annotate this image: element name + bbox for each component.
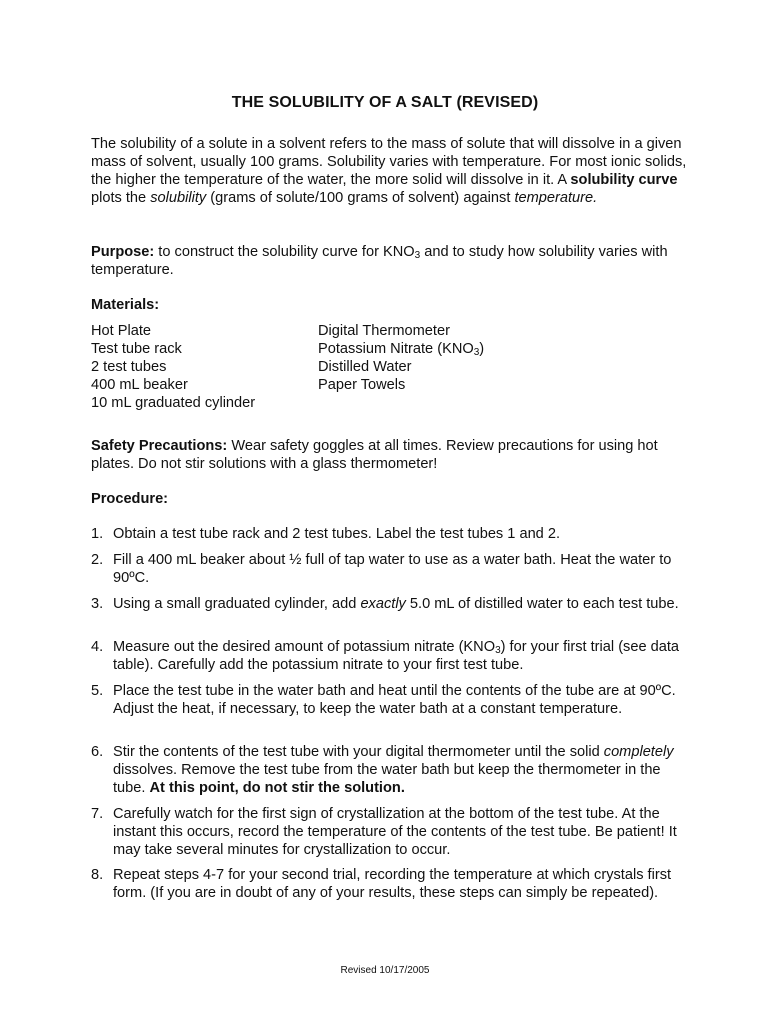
step-text — [113, 595, 685, 613]
step-number: 5. — [91, 683, 104, 699]
material-item: Paper Towels — [318, 377, 406, 393]
material-item: 2 test tubes — [91, 359, 167, 375]
step-number: 8. — [91, 867, 104, 883]
purpose-text-a: to construct the solubility curve for KNO — [154, 244, 415, 260]
procedure-step — [91, 805, 691, 859]
procedure-step — [91, 866, 691, 902]
material-item: Distilled Water — [318, 359, 412, 375]
step-text: Fill a 400 mL beaker about ½ full of tap water to use as a water bath. Heat the water to 90ºC. — [113, 552, 672, 586]
step-text-part: Stir the contents of the test tube with your digital thermometer until the solid — [113, 744, 604, 760]
intro-text-3: (grams of solute/100 grams of solvent) against — [206, 190, 515, 206]
step-text-part: Measure out the desired amount of potassium nitrate (KNO — [113, 639, 496, 655]
procedure-step — [91, 682, 691, 718]
step-text-part: dissolves. Remove the test tube from the water bath but keep the thermometer in the tube. — [113, 762, 661, 796]
material-item: Hot Plate — [91, 323, 152, 339]
page-title: THE SOLUBILITY OF A SALT (REVISED) — [231, 94, 539, 111]
safety-paragraph — [91, 437, 691, 473]
intro-term-solubility-curve: solubility curve — [570, 172, 678, 188]
purpose-label: Purpose: — [91, 244, 155, 260]
step-text — [113, 638, 685, 674]
procedure-step — [91, 551, 691, 587]
material-item — [318, 340, 484, 358]
step-text: Obtain a test tube rack and 2 test tubes. Label the test tubes 1 and 2. — [113, 526, 561, 542]
procedure-step — [91, 595, 691, 613]
step-text: Repeat steps 4-7 for your second trial, recording the temperature at which crystals first form. (If you are in doubt of any of your results, these steps can simply be repeated). — [113, 867, 672, 901]
intro-text-2: plots the — [91, 190, 151, 206]
step-text-part: ) for your first trial (see data table). Carefully add the potassium nitrate to your first test tube. — [113, 639, 680, 673]
step-number: 7. — [91, 806, 104, 822]
procedure-step — [91, 525, 691, 543]
material-item-text: Potassium Nitrate (KNO — [318, 341, 474, 357]
step-text-part: Using a small graduated cylinder, add — [113, 596, 361, 612]
intro-paragraph — [91, 135, 691, 207]
step-text: Place the test tube in the water bath and heat until the contents of the tube are at 90ºC. Adjust the heat, if necessary, to keep the water bath at a constant temperature. — [113, 683, 676, 717]
procedure-step — [91, 743, 691, 797]
materials-heading: Materials: — [91, 297, 160, 313]
step-emphasis: exactly — [360, 596, 406, 612]
procedure-step — [91, 638, 691, 674]
step-number: 6. — [91, 744, 104, 760]
safety-text: Wear safety goggles at all times. Review precautions for using hot plates. Do not stir solutions with a glass thermometer! — [91, 438, 658, 472]
intro-text-1: The solubility of a solute in a solvent refers to the mass of solute that will dissolve in a given mass of solvent, usually 100 grams. Solubility varies with temperature. For most ionic solids, the higher the temperature of the water, the more solid will dissolve in it. A — [91, 136, 687, 188]
material-item: 400 mL beaker — [91, 377, 188, 393]
purpose-subscript: 3 — [414, 250, 421, 261]
materials-left-list — [91, 322, 255, 412]
step-subscript: 3 — [495, 645, 501, 656]
materials-right-list — [318, 322, 484, 394]
material-item: 10 mL graduated cylinder — [91, 395, 256, 411]
step-number: 4. — [91, 639, 104, 655]
step-text-part: 5.0 mL of distilled water to each test tube. — [405, 596, 679, 612]
purpose-paragraph — [91, 243, 691, 279]
material-item: Digital Thermometer — [318, 323, 450, 339]
step-number: 2. — [91, 552, 104, 568]
step-number: 3. — [91, 596, 104, 612]
step-emphasis: completely — [603, 744, 674, 760]
safety-label: Safety Precautions: — [91, 438, 228, 454]
material-item: Test tube rack — [91, 341, 182, 357]
step-text: Carefully watch for the first sign of crystallization at the bottom of the test tube. At the instant this occurs, record the temperature of the contents of the test tube. Be patient! It may take several minutes for crystallization to occur. — [113, 806, 677, 858]
revision-footer: Revised 10/17/2005 — [340, 965, 430, 976]
intro-term-solubility: solubility — [150, 190, 207, 206]
step-number: 1. — [91, 526, 104, 542]
procedure-heading: Procedure: — [91, 491, 169, 507]
material-item-text: ) — [479, 341, 485, 357]
step-text — [113, 743, 685, 797]
material-item-subscript: 3 — [473, 347, 480, 358]
intro-term-temperature: temperature. — [514, 190, 598, 206]
purpose-text-b: and to study how solubility varies with temperature. — [91, 244, 668, 278]
step-warning: At this point, do not stir the solution. — [149, 780, 405, 796]
